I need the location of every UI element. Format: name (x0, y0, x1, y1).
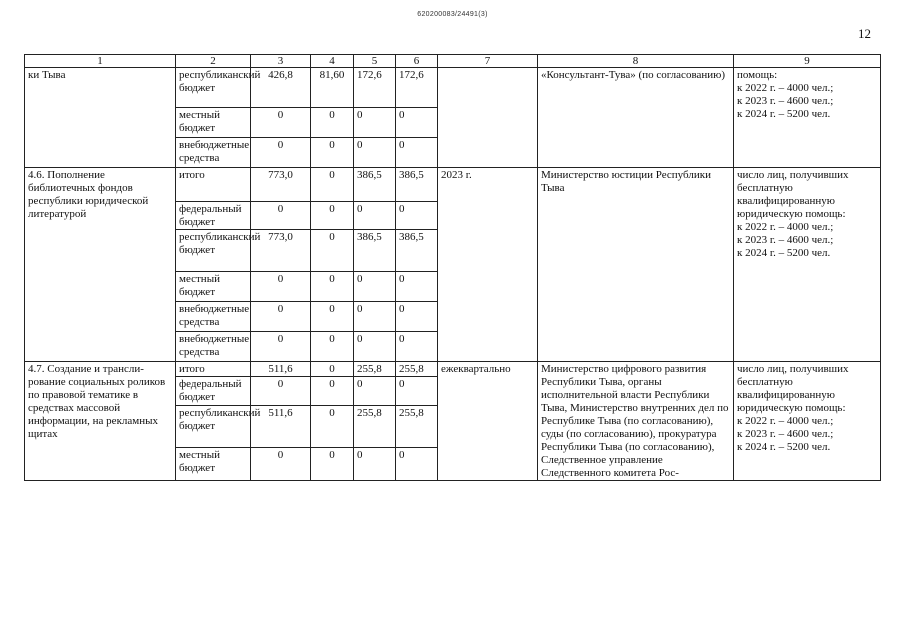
funding-source-cell: республиканский бюджет (176, 68, 251, 108)
amount-total-cell: 0 (251, 138, 311, 168)
measure-name-cell: ки Тыва (25, 68, 176, 168)
amount-2022-cell: 0 (311, 108, 354, 138)
amount-2023-cell: 0 (354, 377, 396, 405)
amount-2022-cell: 0 (311, 202, 354, 230)
amount-2022-cell: 0 (311, 302, 354, 332)
deadline-cell: ежеквартально (438, 362, 538, 481)
amount-2024-cell: 0 (396, 108, 438, 138)
amount-total-cell: 0 (251, 202, 311, 230)
amount-2022-cell: 0 (311, 377, 354, 405)
amount-total-cell: 0 (251, 377, 311, 405)
measure-name-cell: 4.7. Создание и транслирование социальных роликов по правовой тематике в средствах массовой информации, на рекламных щитах (25, 362, 176, 481)
amount-2024-cell: 0 (396, 272, 438, 302)
column-number: 9 (734, 55, 881, 68)
amount-2024-cell: 0 (396, 448, 438, 481)
amount-2023-cell: 0 (354, 202, 396, 230)
indicator-line: к 2024 г. – 5200 чел. (737, 108, 831, 120)
amount-2023-cell: 386,5 (354, 230, 396, 272)
indicator-line: к 2023 г. – 4600 чел.; (737, 95, 834, 107)
indicator-line: число лиц, получивших бесплатную квалифицированную юридическую помощь: (737, 169, 849, 220)
amount-2023-cell: 0 (354, 302, 396, 332)
amount-2023-cell: 0 (354, 108, 396, 138)
indicator-line: к 2023 г. – 4600 чел.; (737, 428, 834, 440)
table-row (25, 362, 881, 377)
amount-total-cell: 0 (251, 332, 311, 362)
amount-total-cell: 773,0 (251, 168, 311, 202)
amount-2024-cell: 0 (396, 377, 438, 405)
table-row (25, 68, 881, 108)
document-id: 620200083/24491(3) (417, 11, 488, 18)
indicator-line: к 2022 г. – 4000 чел.; (737, 221, 834, 233)
indicator-cell (734, 362, 881, 481)
amount-total-cell: 0 (251, 302, 311, 332)
amount-total-cell: 773,0 (251, 230, 311, 272)
amount-2024-cell: 255,8 (396, 405, 438, 448)
amount-total-cell: 511,6 (251, 405, 311, 448)
amount-total-cell: 426,8 (251, 68, 311, 108)
amount-2023-cell: 255,8 (354, 405, 396, 448)
column-number: 3 (251, 55, 311, 68)
amount-2022-cell: 0 (311, 230, 354, 272)
indicator-line: к 2022 г. – 4000 чел.; (737, 82, 834, 94)
column-number: 6 (396, 55, 438, 68)
funding-source-cell: федеральный бюджет (176, 202, 251, 230)
column-number: 2 (176, 55, 251, 68)
indicator-line: к 2024 г. – 5200 чел. (737, 247, 831, 259)
indicator-line: к 2022 г. – 4000 чел.; (737, 415, 834, 427)
amount-2024-cell: 255,8 (396, 362, 438, 377)
indicator-cell (734, 68, 881, 168)
column-number: 7 (438, 55, 538, 68)
amount-total-cell: 0 (251, 108, 311, 138)
amount-2022-cell: 0 (311, 362, 354, 377)
funding-source-cell: внебюджетные средства (176, 332, 251, 362)
amount-2022-cell: 0 (311, 332, 354, 362)
funding-source-cell: республиканский бюджет (176, 230, 251, 272)
executor-cell: Министерство цифрового развития Республики Тыва, органы исполнительной власти Республики Тыва, Министерство внутренних дел по Республике Тыва (по согласованию), суды (по согласованию), прокуратура Республики Тыва (по согласованию), Следственное управление Следственного комитета Рос- (538, 362, 734, 481)
amount-2024-cell: 0 (396, 202, 438, 230)
amount-2024-cell: 386,5 (396, 168, 438, 202)
executor-cell: «Консультант-Тува» (по согласованию) (538, 68, 734, 168)
column-number-row (25, 55, 881, 68)
amount-2023-cell: 0 (354, 332, 396, 362)
amount-2022-cell: 0 (311, 272, 354, 302)
column-number: 4 (311, 55, 354, 68)
indicator-line: к 2024 г. – 5200 чел. (737, 441, 831, 453)
amount-2023-cell: 255,8 (354, 362, 396, 377)
column-number: 1 (25, 55, 176, 68)
amount-2024-cell: 0 (396, 302, 438, 332)
funding-source-cell: республиканский бюджет (176, 405, 251, 448)
amount-2023-cell: 0 (354, 448, 396, 481)
amount-2023-cell: 172,6 (354, 68, 396, 108)
page-number: 12 (858, 26, 871, 41)
indicator-line: число лиц, получивших бесплатную квалифицированную юридическую помощь: (737, 363, 849, 414)
amount-2024-cell: 0 (396, 138, 438, 168)
amount-2024-cell: 386,5 (396, 230, 438, 272)
funding-source-cell: местный бюджет (176, 448, 251, 481)
amount-2022-cell: 0 (311, 168, 354, 202)
funding-source-cell: внебюджетные средства (176, 138, 251, 168)
funding-source-cell: местный бюджет (176, 108, 251, 138)
amount-2023-cell: 386,5 (354, 168, 396, 202)
amount-2023-cell: 0 (354, 272, 396, 302)
amount-2022-cell: 0 (311, 138, 354, 168)
funding-source-cell: итого (176, 362, 251, 377)
indicator-cell (734, 168, 881, 362)
amount-2024-cell: 0 (396, 332, 438, 362)
amount-total-cell: 0 (251, 272, 311, 302)
column-number: 5 (354, 55, 396, 68)
deadline-cell: 2023 г. (438, 168, 538, 362)
funding-source-cell: итого (176, 168, 251, 202)
deadline-cell (438, 68, 538, 168)
amount-2022-cell: 0 (311, 448, 354, 481)
funding-source-cell: внебюджетные средства (176, 302, 251, 332)
amount-total-cell: 511,6 (251, 362, 311, 377)
indicator-line: помощь: (737, 69, 778, 81)
amount-total-cell: 0 (251, 448, 311, 481)
amount-2023-cell: 0 (354, 138, 396, 168)
measure-name-cell: 4.6. Пополнение библиотечных фондов республики юридической литературой (25, 168, 176, 362)
funding-source-cell: местный бюджет (176, 272, 251, 302)
column-number: 8 (538, 55, 734, 68)
indicator-line: к 2023 г. – 4600 чел.; (737, 234, 834, 246)
program-table (24, 54, 881, 481)
funding-source-cell: федеральный бюджет (176, 377, 251, 405)
executor-cell: Министерство юстиции Республики Тыва (538, 168, 734, 362)
table-row (25, 168, 881, 202)
amount-2022-cell: 0 (311, 405, 354, 448)
amount-2022-cell: 81,60 (311, 68, 354, 108)
amount-2024-cell: 172,6 (396, 68, 438, 108)
